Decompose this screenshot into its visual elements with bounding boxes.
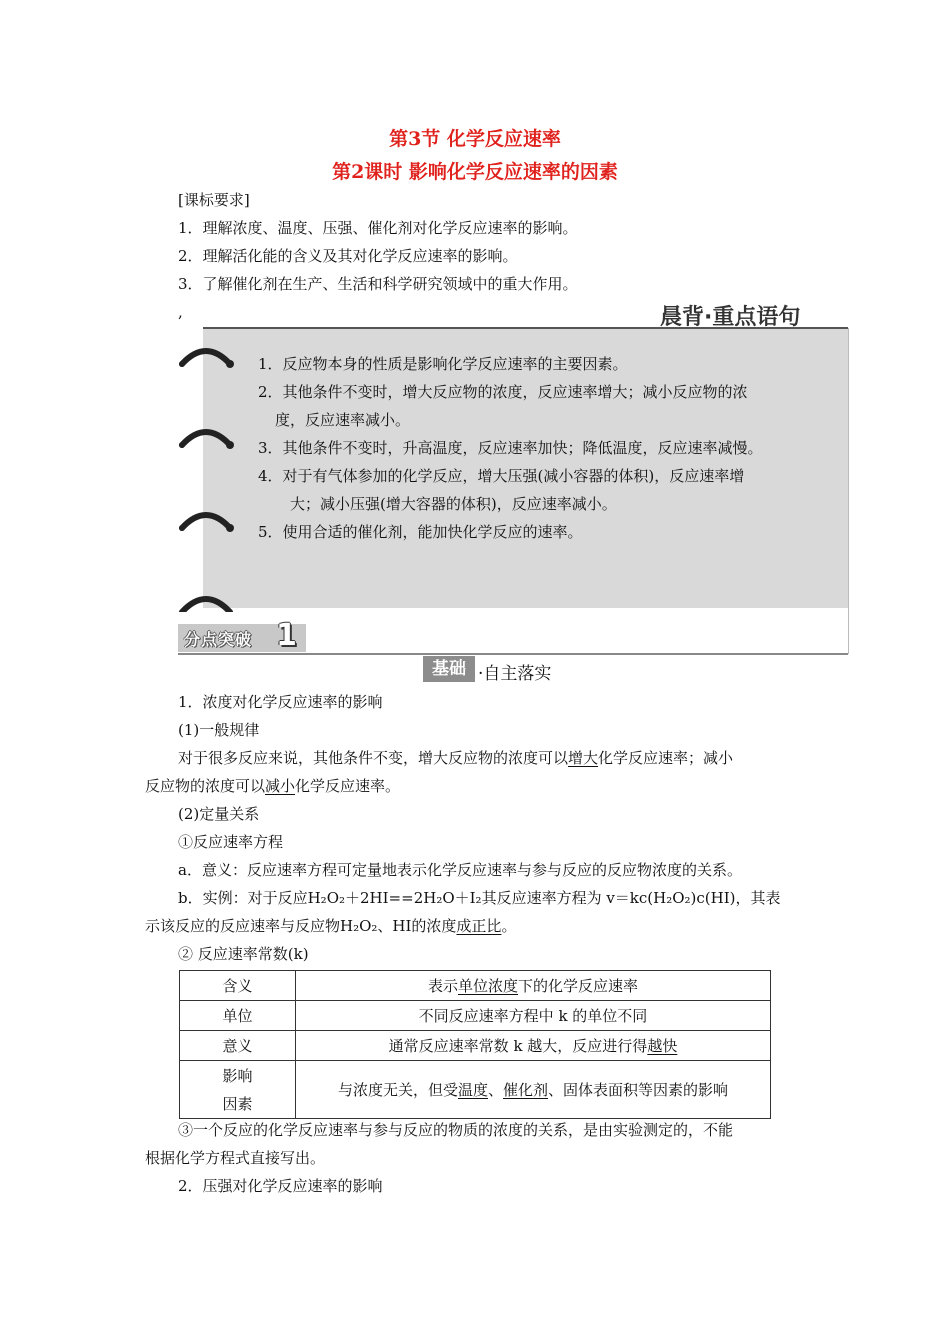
table-row <box>180 1001 771 1031</box>
table-row <box>180 1031 771 1061</box>
table-cell-label: 影响 因素 <box>180 1061 296 1119</box>
key-sentence: 2．其他条件不变时，增大反应物的浓度，反应速率增大；减小反应物的浓 <box>258 383 748 401</box>
paragraph: 对于很多反应来说，其他条件不变，增大反应物的浓度可以增大化学反应速率；减小 <box>178 749 734 767</box>
section-heading: 1．浓度对化学反应速率的影响 <box>178 693 383 711</box>
paragraph: 根据化学方程式直接写出。 <box>145 1149 326 1167</box>
chapter-title: 第3节 化学反应速率 <box>389 128 561 150</box>
requirement-item: 1．理解浓度、温度、压强、催化剂对化学反应速率的影响。 <box>178 219 578 237</box>
section-rule <box>178 653 848 655</box>
paragraph: 反应物的浓度可以减小化学反应速率。 <box>145 777 401 795</box>
table-cell-label: 含义 <box>180 971 296 1001</box>
section-tag-number: 1 <box>276 618 297 653</box>
ring-binder-icon <box>176 344 236 384</box>
lesson-title: 第2课时 影响化学反应速率的因素 <box>332 161 618 183</box>
item-heading: ② 反应速率常数(k) <box>178 945 309 963</box>
ring-binder-icon <box>176 592 236 612</box>
requirement-item: 2．理解活化能的含义及其对化学反应速率的影响。 <box>178 247 518 265</box>
table-cell-value: 表示单位浓度下的化学反应速率 <box>296 971 771 1001</box>
key-sentence: 3．其他条件不变时，升高温度，反应速率加快；降低温度，反应速率减慢。 <box>258 439 763 457</box>
key-sentence: 度，反应速率减小。 <box>275 411 411 429</box>
basic-badge: 基础 <box>423 656 475 682</box>
key-sentences-header: 晨背·重点语句 <box>660 305 801 330</box>
key-sentence: 4．对于有气体参加的化学反应，增大压强(减小容器的体积)，反应速率增 <box>258 467 745 485</box>
table-cell-value: 不同反应速率方程中 k 的单位不同 <box>296 1001 771 1031</box>
table-row <box>180 971 771 1001</box>
section-tag-label: 分点突破 <box>184 630 253 649</box>
table-cell-label: 意义 <box>180 1031 296 1061</box>
key-sentence: 5．使用合适的催化剂，能加快化学反应的速率。 <box>258 523 583 541</box>
table-cell-label: 单位 <box>180 1001 296 1031</box>
paragraph: 示该反应的反应速率与反应物H₂O₂、HI的浓度成正比。 <box>145 917 517 935</box>
section-heading: 2．压强对化学反应速率的影响 <box>178 1177 383 1195</box>
key-sentence: 1．反应物本身的性质是影响化学反应速率的主要因素。 <box>258 355 628 373</box>
paragraph: ③一个反应的化学反应速率与参与反应的物质的浓度的关系，是由实验测定的，不能 <box>178 1121 734 1139</box>
rate-constant-table <box>179 970 771 1119</box>
item-heading: ①反应速率方程 <box>178 833 284 851</box>
key-sentence: 大；减小压强(增大容器的体积)，反应速率减小。 <box>290 495 617 513</box>
table-cell-value: 与浓度无关，但受温度、催化剂、固体表面积等因素的影响 <box>296 1061 771 1119</box>
subsection-heading: (1)一般规律 <box>178 721 260 739</box>
requirements-heading: [课标要求] <box>178 191 250 209</box>
paragraph: b．实例：对于反应H₂O₂＋2HI==2H₂O＋I₂其反应速率方程为 v＝kc(H₂O₂)c(HI)，其表 <box>178 889 781 907</box>
table-cell-value: 通常反应速率常数 k 越大，反应进行得越快 <box>296 1031 771 1061</box>
stray-comma: , <box>178 303 183 321</box>
ring-binder-icon <box>176 425 236 465</box>
subsection-heading: (2)定量关系 <box>178 805 260 823</box>
ring-binder-icon <box>176 508 236 548</box>
paragraph: a．意义：反应速率方程可定量地表示化学反应速率与参与反应的反应物浓度的关系。 <box>178 861 742 879</box>
requirement-item: 3．了解催化剂在生产、生活和科学研究领域中的重大作用。 <box>178 275 578 293</box>
table-row <box>180 1061 771 1119</box>
basic-subtitle: ·自主落实 <box>478 664 552 684</box>
